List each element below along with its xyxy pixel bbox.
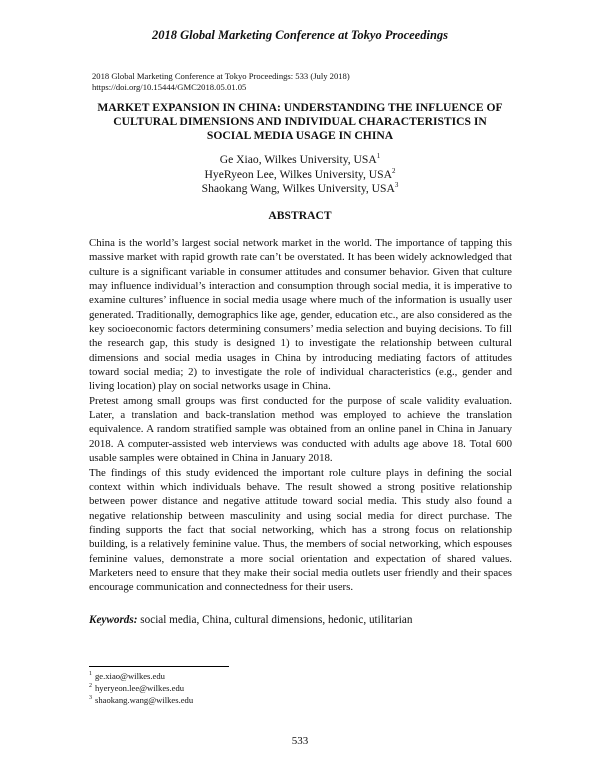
page-number: 533 — [291, 735, 309, 747]
abstract-heading: ABSTRACT — [268, 209, 332, 222]
footnote-marker: 3 — [394, 181, 399, 190]
footnote-number: 2 — [89, 683, 92, 690]
abstract-paragraph: Pretest among small groups was first conducted for the purpose of scale validity evaluation. Later, a translation and back-translation method was employed to achieve the translation equivalence. A random stratified sample was obtained from an online panel in China in January 2018. A computer-assisted web interviews was conducted with adults age above 18. Total 600 usable samples were obtained in China in January 2018. — [89, 394, 512, 465]
footnote-email[interactable]: hyeryeon.lee@wilkes.edu — [95, 683, 185, 693]
footnote — [89, 682, 193, 694]
author-line — [0, 168, 600, 183]
footnote-marker: 1 — [376, 152, 381, 161]
citation-block — [92, 71, 512, 93]
footnote-email[interactable]: ge.xiao@wilkes.edu — [95, 671, 165, 681]
abstract-paragraph: The findings of this study evidenced the important role culture plays in defining the social context within which individuals behave. The result showed a strong positive relationship between power distance and negative attitude toward social media. This study also found a negative relationship between masculinity and using social media for direct purchase. The finding supports the fact that social networking, which has a strong focus on relationship building, is a relatively feminine value. Thus, the members of social networking, which espouses feminine values, demonstrate a more social orientation and expectation of shared values. Marketers need to ensure that they make their social media outlets user friendly and their spaces encourage communication and connectedness for their users. — [89, 466, 512, 594]
footnote-marker: 2 — [391, 166, 396, 175]
keywords-text: social media, China, cultural dimensions, hedonic, utilitarian — [137, 614, 413, 626]
keywords-label: Keywords: — [89, 614, 138, 626]
abstract-body — [89, 236, 512, 595]
title-line: MARKET EXPANSION IN CHINA: UNDERSTANDING THE INFLUENCE OF — [97, 101, 503, 114]
footnote-divider — [89, 666, 229, 667]
title-line: CULTURAL DIMENSIONS AND INDIVIDUAL CHARACTERISTICS IN — [113, 115, 487, 128]
citation-line: 2018 Global Marketing Conference at Tokyo Proceedings: 533 (July 2018) — [92, 71, 350, 81]
title-line: SOCIAL MEDIA USAGE IN CHINA — [206, 129, 394, 142]
footnote-email[interactable]: shaokang.wang@wilkes.edu — [95, 695, 194, 705]
author-name: Shaokang Wang, Wilkes University, USA — [201, 182, 395, 195]
author-name: HyeRyeon Lee, Wilkes University, USA — [204, 167, 392, 181]
footnote — [89, 670, 193, 682]
footnote — [89, 694, 193, 706]
abstract-paragraph: China is the world’s largest social network market in the world. The importance of tapping this massive market with rapid growth rate can’t be overstated. It has been widely acknowledged that culture is a significant variable in consumer attitudes and consumer behavior. Given that culture may influence individual’s interaction and consumption through social media, it is imperative to examine cultures’ influence in social media usage where much of the information is usually user generated. Traditionally, demographics like age, gender, education etc., are also considered as the key socioeconomic factors determining consumers’ media selection and buying decisions. To fill the research gap, this study is designed 1) to investigate the relationship between cultural dimensions and social media usages in China by introducing mediating factors of attitudes toward social media; 2) to investigate the role of individual characteristics (e.g., gender and living location) play on social networks usage in China. — [89, 237, 512, 393]
author-list — [0, 153, 600, 197]
paper-title — [80, 101, 520, 143]
author-line — [0, 182, 600, 197]
footnotes — [89, 670, 193, 706]
running-head: 2018 Global Marketing Conference at Tokyo Proceedings — [151, 28, 449, 42]
author-name: Ge Xiao, Wilkes University, USA — [219, 153, 377, 166]
keywords — [89, 614, 512, 626]
doi-link[interactable]: https://doi.org/10.15444/GMC2018.05.01.05 — [92, 82, 247, 92]
author-line — [0, 153, 600, 168]
footnote-number: 1 — [89, 671, 92, 678]
footnote-number: 3 — [89, 695, 92, 702]
